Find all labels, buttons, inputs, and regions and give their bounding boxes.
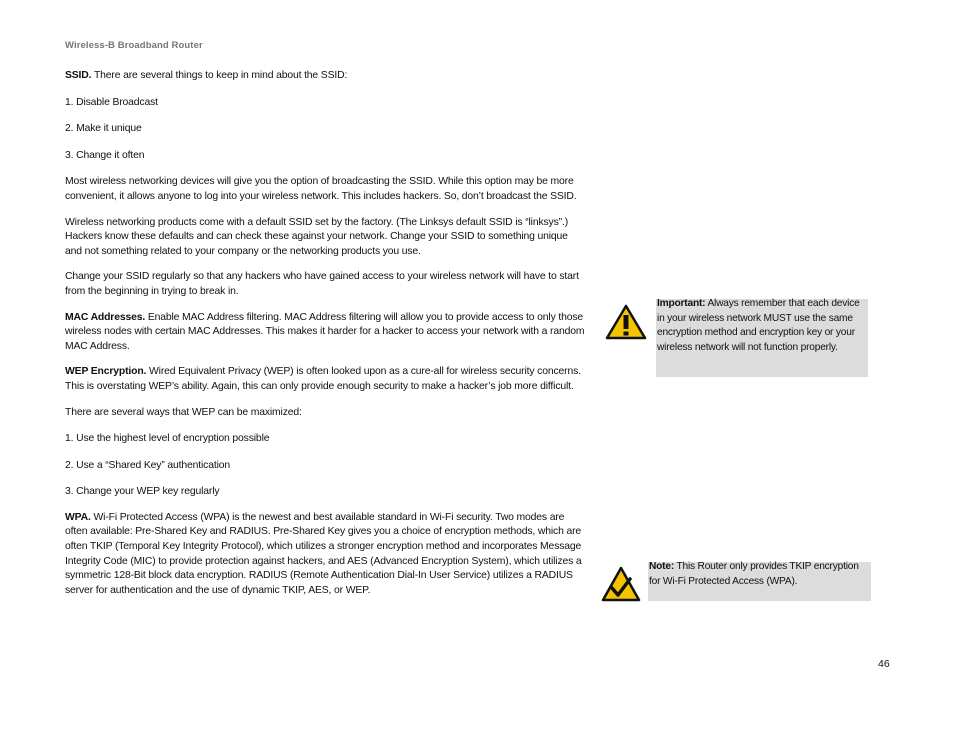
note-callout: Note: This Router only provides TKIP encryption for Wi-Fi Protected Access (WPA). — [648, 562, 871, 601]
page-number: 46 — [878, 658, 890, 670]
checkmark-icon — [601, 566, 641, 602]
list-item: 2. Make it unique — [65, 123, 142, 135]
ssid-intro: SSID. There are several things to keep in mind about the SSID: — [65, 70, 348, 81]
list-item: 3. Change your WEP key regularly — [65, 486, 220, 498]
running-header: Wireless-B Broadband Router — [65, 40, 203, 51]
wpa-paragraph: WPA. Wi-Fi Protected Access (WPA) is the newest and best available standard in Wi-Fi security. Two modes are often available: Pre-Shared Key and RADIUS. Pre-Shared Key gives you a choice of encryption methods, which are often TKIP (Temporal Key Integrity Protocol), which utilizes a stronger encryption method and incorporates Message Integrity Code (MIC) to provide protection against hackers, and AES (Advanced Encryption System), which utilizes a symmetric 128-Bit block data encryption. RADIUS (Remote Authentication Dial-In User Service) utilizes a RADIUS server for authentication and the use of dynamic TKIP, AES, or WEP. — [65, 511, 582, 596]
ssid-paragraph: Most wireless networking devices will give you the option of broadcasting the SSID. While this option may be more convenient, it allows anyone to log into your wireless network. This includes hackers. So, don’t broadcast the SSID. — [65, 176, 577, 202]
wep-label: WEP Encryption. — [65, 366, 147, 378]
wep-intro: There are several ways that WEP can be maximized: — [65, 406, 302, 418]
important-label: Important: — [657, 298, 706, 309]
list-item: 2. Use a “Shared Key” authentication — [65, 459, 230, 471]
warning-icon — [605, 304, 647, 340]
main-content — [65, 69, 587, 598]
wep-paragraph: WEP Encryption. Wired Equivalent Privacy (WEP) is often looked upon as a cure-all for wireless security concerns. This is overstating WEP’s ability. Again, this can only provide enough security to make a hacker’s job more difficult. — [65, 366, 581, 392]
note-label: Note: — [649, 561, 675, 572]
list-item: 3. Change it often — [65, 149, 145, 161]
mac-paragraph: MAC Addresses. Enable MAC Address filtering. MAC Address filtering will allow you to provide access to only those wireless nodes with certain MAC Addresses. This makes it harder for a hacker to access your network with a random MAC Address. — [65, 311, 585, 352]
ssid-paragraph: Change your SSID regularly so that any hackers who have gained access to your wireless network will have to start from the beginning in trying to break in. — [65, 271, 579, 297]
mac-label: MAC Addresses. — [65, 311, 146, 323]
wpa-label: WPA. — [65, 511, 91, 523]
list-item: 1. Use the highest level of encryption possible — [65, 433, 270, 445]
ssid-label: SSID. — [65, 70, 92, 81]
list-item: 1. Disable Broadcast — [65, 96, 158, 108]
ssid-paragraph: Wireless networking products come with a default SSID set by the factory. (The Linksys default SSID is “linksys”.) Hackers know these defaults and can check these against your network. Change your SSID to something unique and not something related to your company or the networking products you use. — [65, 216, 569, 257]
important-callout: Important: Always remember that each device in your wireless network MUST use the same encryption method and encryption key or your wireless network will not function properly. — [656, 299, 868, 377]
